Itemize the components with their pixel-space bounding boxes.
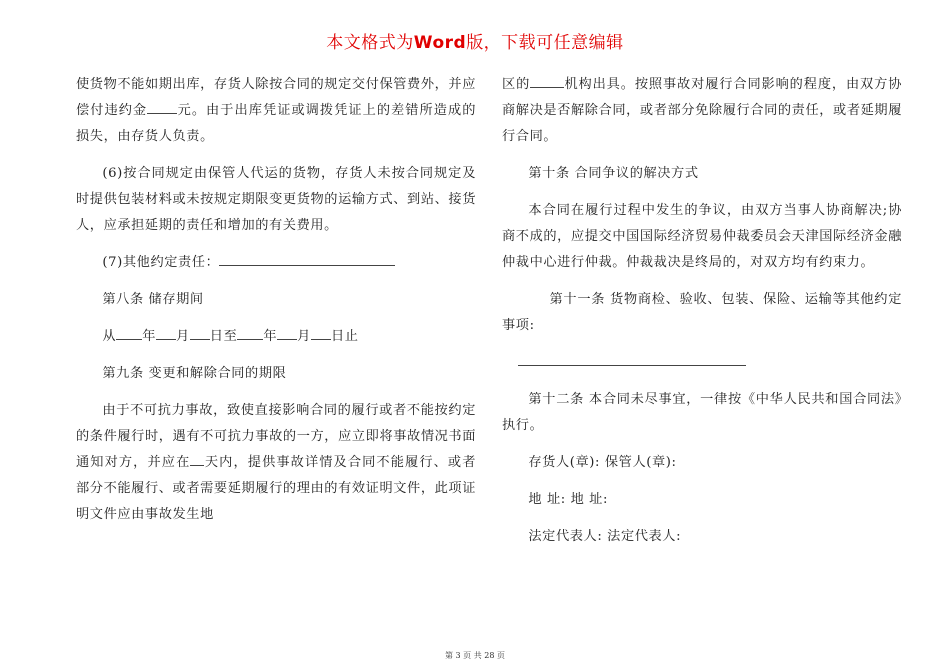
- right-p1-text-a: 区的: [502, 77, 531, 92]
- authority-region-blank: [530, 73, 564, 88]
- left-p7-text-b: 天内，提供事故详情及合同不能履行、或者部分不能履行、或者需要延期履行的理由的有效证明文件，此项证明文件应由事故发生地: [76, 455, 476, 522]
- article-10-heading: 第十条 合同争议的解决方式: [528, 166, 699, 181]
- end-day-blank: [311, 325, 331, 340]
- day-to-label: 日至: [209, 329, 238, 344]
- left-paragraph-1: [76, 72, 476, 150]
- year-label: 年: [142, 329, 156, 344]
- end-month-blank: [277, 325, 297, 340]
- start-year-blank: [116, 325, 142, 340]
- left-paragraph-2: (6)按合同规定由保管人代运的货物，存货人未按合同规定及时提供包装材料或未按规定期限变更货物的运输方式、到站、接货人，应承担延期的责任和增加的有关费用。: [76, 166, 476, 233]
- article-11-blank: [518, 353, 746, 366]
- header-suffix: 版，下载可任意编辑: [466, 33, 624, 53]
- start-month-blank: [156, 325, 176, 340]
- left-p1-text-a: 使货物不能如期出库，存货人除按合同的规定交付保管费外，并应偿付违约金: [76, 77, 476, 118]
- left-p7-text-a: 由于不可抗力事故，致使直接影响合同的履行或者不能按约定的条件履行时，遇有不可抗力事故的一方，应立即将事故情况书面通知对方，并应在: [76, 403, 476, 470]
- signature-seal-line: 存货人(章): 保管人(章):: [528, 455, 677, 470]
- left-paragraph-3: [76, 250, 476, 276]
- other-liability-label: (7)其他约定责任：: [102, 255, 220, 270]
- month-label: 月: [175, 329, 190, 344]
- end-year-blank: [237, 325, 263, 340]
- article-8-heading: 第八条 储存期间: [102, 292, 204, 307]
- from-label: 从: [102, 329, 117, 344]
- article-9-heading: 第九条 变更和解除合同的期限: [102, 366, 287, 381]
- year2-label: 年: [263, 329, 278, 344]
- document-header: [0, 28, 950, 53]
- notice-days-blank: [190, 451, 204, 466]
- legal-representative-line: 法定代表人: 法定代表人:: [528, 529, 682, 544]
- start-day-blank: [190, 325, 210, 340]
- penalty-amount-blank: [147, 99, 177, 114]
- right-column: [502, 72, 902, 561]
- day2-label: 日止: [330, 329, 359, 344]
- article-11-heading: 第十一条 货物商检、验收、包装、保险、运输等其他约定事项:: [502, 292, 902, 333]
- article-12-paragraph: 第十二条 本合同未尽事宜，一律按《中华人民共和国合同法》执行。: [502, 392, 902, 433]
- storage-period-line: [76, 324, 476, 350]
- right-paragraph-1: [502, 72, 902, 150]
- left-p1-text-b: 元。由于出库凭证或调拨凭证上的差错所造成的损失，由存货人负责。: [76, 103, 476, 144]
- month2-label: 月: [297, 329, 311, 344]
- right-paragraph-3: 本合同在履行过程中发生的争议，由双方当事人协商解决;协商不成的，应提交中国国际经济贸易仲裁委员会天津国际经济金融仲裁中心进行仲裁。仲裁裁决是终局的，对双方均有约束力。: [502, 203, 902, 270]
- header-prefix: 本文格式为: [326, 33, 414, 53]
- other-liability-blank: [219, 251, 395, 266]
- address-line: 地 址: 地 址:: [528, 492, 609, 507]
- left-column: [76, 72, 476, 539]
- header-word: Word: [413, 33, 467, 53]
- page-number: 第 3 页 共 28 页: [445, 651, 505, 660]
- right-p1-text-b: 机构出具。按照事故对履行合同影响的程度，由双方协商解决是否解除合同，或者部分免除履行合同的责任，或者延期履行合同。: [502, 77, 902, 144]
- left-paragraph-7: [76, 398, 476, 528]
- article-11-blank-line: [502, 350, 902, 376]
